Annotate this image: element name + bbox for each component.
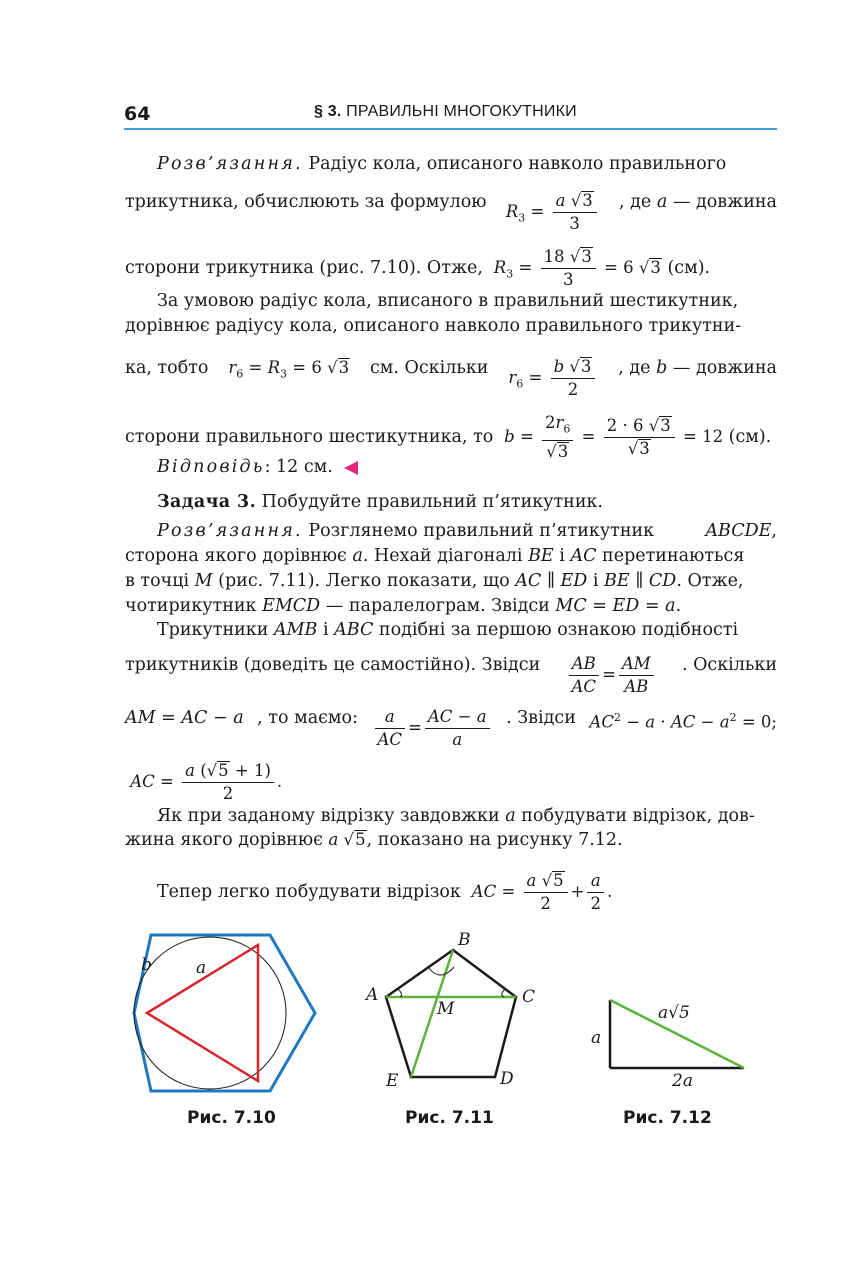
page-header [124,100,777,130]
angle-arc-b [428,967,454,975]
hexagon-shape [134,935,315,1091]
label-M: M [437,999,455,1019]
text-line: сторона якого дорівнює a. Нехай діагоналі BE і AC перетинаються [125,546,745,566]
text-line: дорівнює радіусу кола, описаного навколо правильного трикутни- [125,316,742,336]
running-title: § 3. ПРАВИЛЬНІ МНОГОКУТНИКИ [314,103,577,120]
header-rule [124,128,777,130]
text-line: Як при заданому відрізку завдовжки a побудувати відрізок, дов- [157,806,755,826]
label-D: D [500,1069,514,1089]
caption-fig-7-10: Рис. 7.10 [187,1108,276,1128]
text-line: AM = AC − a , то маємо: $\frac{a}{AC}$ = $\frac{AC - a}{a}$ . Звідси $AC^2 - a$ · AC − $a^2 = 0$; [125,707,777,749]
page-number: 64 [124,103,151,125]
text-line: трикутників (доведіть це самостійно). Звідси $\frac{AB}{AC}$ = $\frac{AM}{AB}$ . Оскільки [125,654,777,696]
label-E: E [386,1071,399,1091]
text-line: Розв’язання. Радіус кола, описаного навколо правильного [157,154,727,174]
text-line: За умовою радіус кола, вписаного в правильний шестикутник, [157,291,739,311]
text-line: чотирикутник EMCD — паралелограм. Звідси MC = ED = a. [125,596,682,616]
answer-line: Відповідь: 12 см. [157,455,777,479]
figure-hexagon [120,925,330,1100]
text-line: сторони правильного шестикутника, то b = $\frac{2r_6}{√3}$ = $\frac{2 \cdot 6 √3}{√3}$ = 12 (см). [125,413,772,462]
caption-fig-7-11: Рис. 7.11 [405,1108,494,1128]
label-a: a [196,958,207,978]
figure-pentagon [370,935,540,1085]
label-leg-a: a [591,1028,602,1048]
label-A: A [366,985,379,1005]
caption-fig-7-12: Рис. 7.12 [623,1108,712,1128]
text-line: трикутника, обчислюють за формулою $R_3$ = $\frac{a √3}{3}$ , де a — довжина [125,191,777,233]
label-hypotenuse: a√5 [658,1003,690,1023]
text-line: Трикутники AMB і ABC подібні за першою ознакою подібності [157,620,739,640]
text-line: Задача 3. Побудуйте правильний п’ятикутник. [157,492,603,512]
label-B: B [458,930,471,950]
text-line: сторони трикутника (рис. 7.10). Отже, $R_3$ = $\frac{18 √3}{3}$ = 6 √3 (см). [125,247,711,289]
label-b: b [141,955,152,975]
text-line: в точці M (рис. 7.11). Легко показати, що AC ∥ ED і BE ∥ CD. Отже, [125,571,744,591]
label-C: C [522,987,536,1007]
text-line: AC = $\frac{a (√5 + 1)}{2}$ . [130,761,283,803]
end-marker-icon [344,461,358,475]
text-line: жина якого дорівнює a √5, показано на рисунку 7.12. [125,830,623,850]
text-line: Розв’язання. Розглянемо правильний п’ятикутник ABCDE, [157,521,777,541]
text-line: Тепер легко побудувати відрізок AC = $\frac{a √5}{2}$ + $\frac{a}{2}$ . [157,871,613,913]
text-line: ка, тобто $r_6 = R_3 = 6$ √3 см. Оскільки $r_6$ = $\frac{b √3}{2}$ , де b — довжина [125,357,777,399]
label-leg-2a: 2a [672,1071,693,1091]
inscribed-circle [134,937,286,1089]
